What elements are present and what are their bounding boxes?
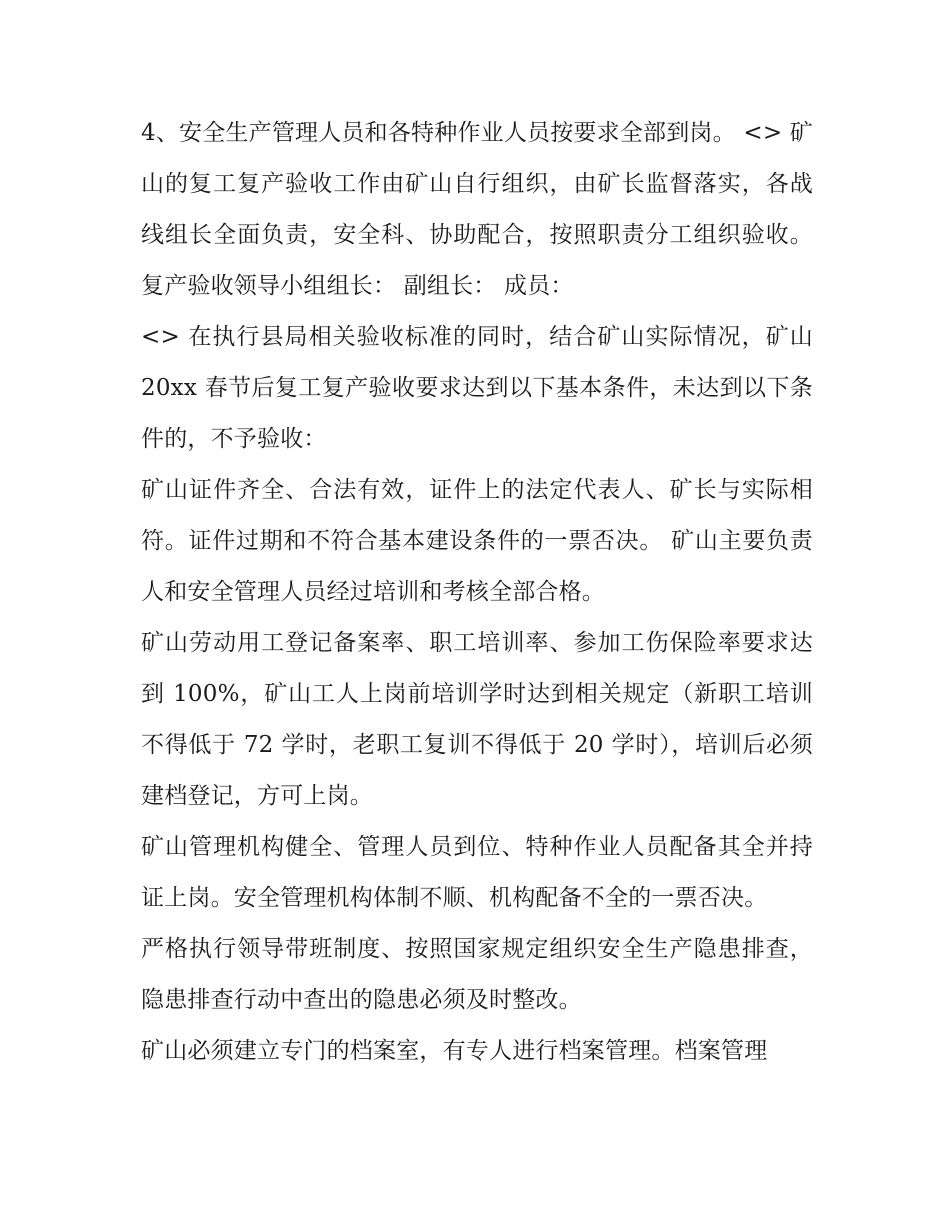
paragraph-certificates: 矿山证件齐全、合法有效，证件上的法定代表人、矿长与实际相符。证件过期和不符合基本建设条件的一票否决。 矿山主要负责人和安全管理人员经过培训和考核全部合格。: [141, 477, 813, 605]
paragraph-acceptance-conditions: <> 在执行县局相关验收标准的同时，结合矿山实际情况，矿山 20xx 春节后复工复产验收要求达到以下基本条件，未达到以下条件的，不予验收：: [141, 324, 813, 452]
document-body: [141, 108, 813, 1077]
paragraph-staffing-and-organization: 4、安全生产管理人员和各特种作业人员按要求全部到岗。 <> 矿山的复工复产验收工作由矿山自行组织，由矿长监督落实，各战线组长全面负责，安全科、协助配合，按照职责分工组织验收。 复产验收领导小组组长： 副组长： 成员：: [141, 120, 813, 299]
paragraph-hazard-inspection: 严格执行领导带班制度、按照国家规定组织安全生产隐患排查，隐患排查行动中查出的隐患必须及时整改。: [141, 936, 813, 1013]
paragraph-archive-management: 矿山必须建立专门的档案室，有专人进行档案管理。档案管理: [141, 1038, 768, 1064]
paragraph-labor-and-training: 矿山劳动用工登记备案率、职工培训率、参加工伤保险率要求达到 100%，矿山工人上岗前培训学时达到相关规定（新职工培训不得低于 72 学时，老职工复训不得低于 20 学时），培训后必须建档登记，方可上岗。: [141, 630, 813, 809]
paragraph-management-structure: 矿山管理机构健全、管理人员到位、特种作业人员配备其全并持证上岗。安全管理机构体制不顺、机构配备不全的一票否决。: [141, 834, 813, 911]
